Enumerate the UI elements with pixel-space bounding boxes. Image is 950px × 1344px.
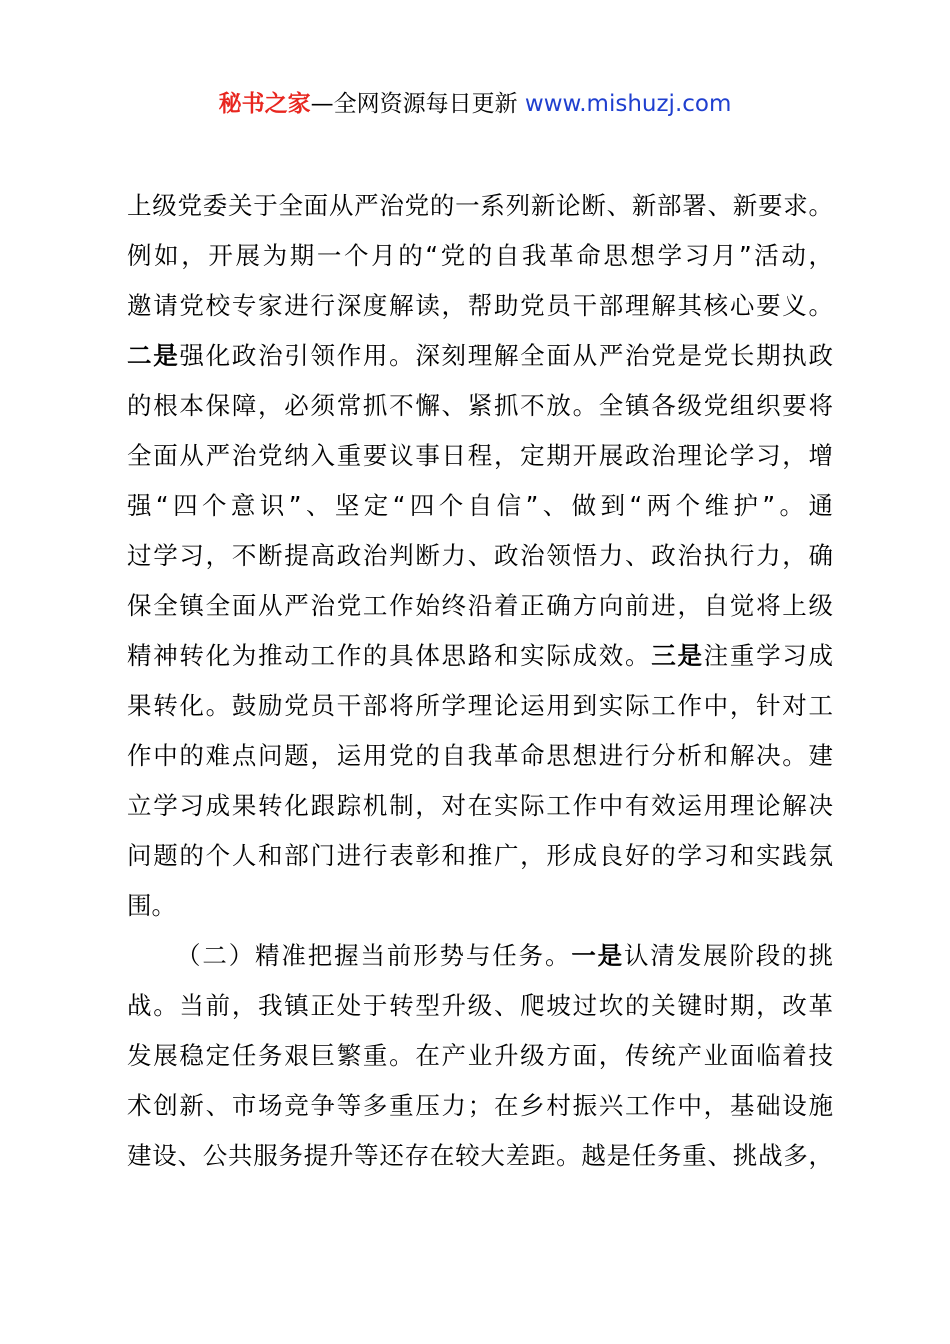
text-line: 精神转化为推动工作的具体思路和实际成效。三是注重学习成 [127,641,834,670]
header-tagline: —全网资源每日更新 [310,91,525,117]
text-line: 保全镇全面从严治党工作始终沿着正确方向前进，自觉将上级 [127,591,833,620]
text-line: 问题的个人和部门进行表彰和推广，形成良好的学习和实践氛 [127,841,833,870]
point-marker: 一是 [571,941,625,970]
text-line: 二是强化政治引领作用。深刻理解全面从严治党是党长期执政 [127,341,834,370]
text-line: 战。当前，我镇正处于转型升级、爬坡过坎的关键时期，改革 [127,991,833,1020]
text-line: 例如，开展为期一个月的“党的自我革命思想学习月”活动， [127,241,833,270]
website-link[interactable]: www.mishuzj.com [524,91,732,117]
text-line: 上级党委关于全面从严治党的一系列新论断、新部署、新要求。 [127,191,833,220]
text-line: 术创新、市场竞争等多重压力；在乡村振兴工作中，基础设施 [127,1091,833,1120]
point-marker: 三是 [651,641,704,670]
text-line: 全面从严治党纳入重要议事日程，定期开展政治理论学习，增 [127,441,833,470]
document-body [127,181,833,1181]
text-line: 立学习成果转化跟踪机制，对在实际工作中有效运用理论解决 [127,791,833,820]
brand-name: 秘书之家 [218,91,311,117]
point-marker: 二是 [127,341,180,370]
text-line: 邀请党校专家进行深度解读，帮助党员干部理解其核心要义。 [127,291,833,320]
page-header [0,89,950,119]
text-line: 的根本保障，必须常抓不懈、紧抓不放。全镇各级党组织要将 [127,391,833,420]
text-line: 果转化。鼓励党员干部将所学理论运用到实际工作中，针对工 [127,691,833,720]
text-line: 围。 [127,891,176,920]
section-heading-line: （二）精准把握当前形势与任务。一是认清发展阶段的挑 [176,941,834,970]
text-line: 过学习，不断提高政治判断力、政治领悟力、政治执行力，确 [127,541,833,570]
text-line: 作中的难点问题，运用党的自我革命思想进行分析和解决。建 [127,741,833,770]
text-line: 建设、公共服务提升等还存在较大差距。越是任务重、挑战多， [127,1141,833,1170]
text-line: 发展稳定任务艰巨繁重。在产业升级方面，传统产业面临着技 [127,1041,833,1070]
text-line: 强“四个意识”、坚定“四个自信”、做到“两个维护”。通 [127,491,833,520]
